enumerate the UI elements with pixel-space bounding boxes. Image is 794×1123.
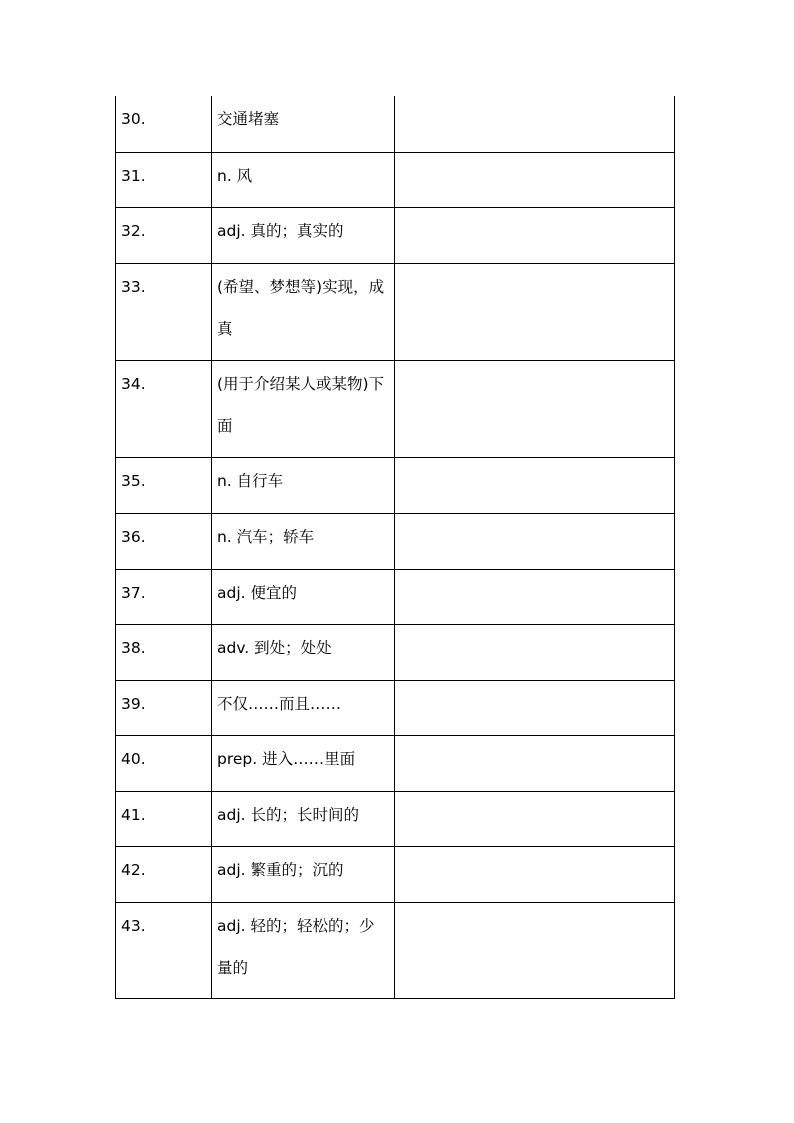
- definition-text: prep. 进入……里面: [217, 749, 356, 768]
- definition-text: n. 风: [217, 166, 253, 185]
- definition-text: 不仅……而且……: [217, 694, 342, 713]
- definition-text: adj. 便宜的: [217, 583, 297, 602]
- table-row: [116, 735, 675, 791]
- row-number: 34.: [121, 374, 146, 393]
- row-number: 37.: [121, 583, 146, 602]
- definition-text: n. 自行车: [217, 471, 284, 490]
- definition-cell: [212, 263, 395, 360]
- answer-cell[interactable]: [395, 263, 675, 360]
- table-row: [116, 569, 675, 624]
- row-number: 39.: [121, 694, 146, 713]
- definition-cell: [212, 846, 395, 902]
- row-number: 35.: [121, 471, 146, 490]
- definition-cell: [212, 791, 395, 846]
- table-row: [116, 513, 675, 569]
- answer-cell[interactable]: [395, 513, 675, 569]
- definition-cell: [212, 152, 395, 207]
- row-number-cell: [116, 680, 212, 735]
- answer-cell[interactable]: [395, 360, 675, 457]
- table-row: [116, 263, 675, 360]
- vocabulary-table: [115, 96, 675, 999]
- table-row: [116, 624, 675, 680]
- table-row: [116, 791, 675, 846]
- definition-text: adj. 真的；真实的: [217, 221, 344, 240]
- table-row: [116, 96, 675, 152]
- row-number-cell: [116, 846, 212, 902]
- table-row: [116, 360, 675, 457]
- row-number-cell: [116, 624, 212, 680]
- table-row: [116, 846, 675, 902]
- answer-cell[interactable]: [395, 791, 675, 846]
- row-number: 40.: [121, 749, 146, 768]
- definition-text: (用于介绍某人或某物)下面: [217, 374, 385, 435]
- row-number-cell: [116, 152, 212, 207]
- definition-text: adj. 繁重的；沉的: [217, 860, 344, 879]
- answer-cell[interactable]: [395, 846, 675, 902]
- answer-cell[interactable]: [395, 457, 675, 513]
- definition-text: n. 汽车；轿车: [217, 527, 315, 546]
- row-number-cell: [116, 902, 212, 998]
- answer-cell[interactable]: [395, 152, 675, 207]
- definition-cell: [212, 735, 395, 791]
- table-row: [116, 902, 675, 998]
- row-number-cell: [116, 96, 212, 152]
- definition-cell: [212, 207, 395, 263]
- row-number-cell: [116, 207, 212, 263]
- definition-text: adj. 轻的；轻松的；少量的: [217, 916, 375, 977]
- definition-cell: [212, 360, 395, 457]
- row-number: 38.: [121, 638, 146, 657]
- row-number-cell: [116, 791, 212, 846]
- row-number-cell: [116, 569, 212, 624]
- row-number-cell: [116, 263, 212, 360]
- answer-cell[interactable]: [395, 624, 675, 680]
- answer-cell[interactable]: [395, 569, 675, 624]
- definition-cell: [212, 680, 395, 735]
- definition-text: (希望、梦想等)实现，成真: [217, 277, 385, 338]
- answer-cell[interactable]: [395, 96, 675, 152]
- row-number: 30.: [121, 110, 146, 128]
- row-number-cell: [116, 513, 212, 569]
- row-number: 41.: [121, 805, 146, 824]
- definition-cell: [212, 513, 395, 569]
- definition-cell: [212, 457, 395, 513]
- answer-cell[interactable]: [395, 680, 675, 735]
- table-row: [116, 680, 675, 735]
- definition-text: 交通堵塞: [217, 110, 280, 128]
- table-row: [116, 152, 675, 207]
- definition-cell: [212, 569, 395, 624]
- table-row: [116, 207, 675, 263]
- answer-cell[interactable]: [395, 902, 675, 998]
- row-number: 36.: [121, 527, 146, 546]
- definition-cell: [212, 96, 395, 152]
- definition-text: adv. 到处；处处: [217, 638, 332, 657]
- definition-cell: [212, 902, 395, 998]
- row-number: 43.: [121, 916, 146, 935]
- answer-cell[interactable]: [395, 735, 675, 791]
- table-row: [116, 457, 675, 513]
- vocabulary-table-body: [116, 96, 675, 998]
- row-number: 31.: [121, 166, 146, 185]
- row-number: 33.: [121, 277, 146, 296]
- row-number-cell: [116, 735, 212, 791]
- answer-cell[interactable]: [395, 207, 675, 263]
- definition-text: adj. 长的；长时间的: [217, 805, 359, 824]
- row-number-cell: [116, 360, 212, 457]
- row-number: 32.: [121, 221, 146, 240]
- definition-cell: [212, 624, 395, 680]
- row-number: 42.: [121, 860, 146, 879]
- row-number-cell: [116, 457, 212, 513]
